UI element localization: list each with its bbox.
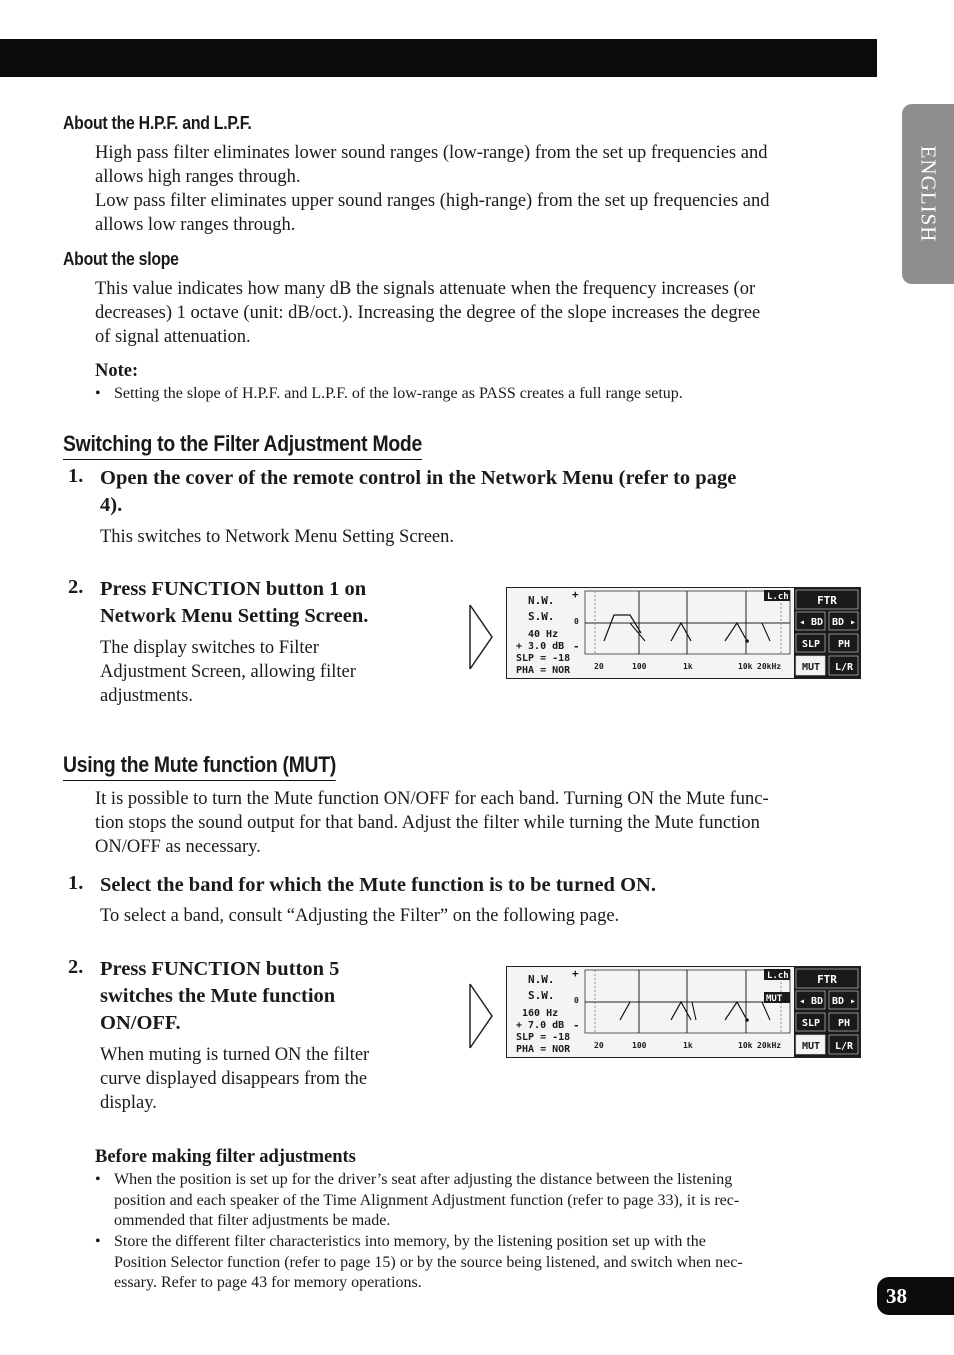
step-number: 2. (68, 576, 84, 598)
text-line: essary. Refer to page 43 for memory operations. (114, 1274, 422, 1291)
bullet-dot: • (95, 1171, 101, 1188)
text-line: Open the cover of the remote control in the Network Menu (refer to page (100, 467, 737, 489)
mute-indicator: MUT (766, 994, 783, 1004)
text-line: decreases) 1 octave (unit: dB/oct.). Increasing the degree of the slope increases the degree (95, 303, 761, 323)
minus-mark: - (573, 1019, 580, 1032)
ftr-button: FTR (817, 594, 837, 607)
text-line: position and each speaker of the Time Alignment Adjustment function (refer to page 33), it is rec- (114, 1191, 740, 1209)
plus-mark: + (572, 967, 579, 980)
hpf-lpf-heading: About the H.P.F. and L.P.F. (63, 113, 252, 133)
before-bullet (95, 1170, 855, 1232)
text-line: ON/OFF as necessary. (95, 837, 261, 857)
bullet-text (114, 1232, 743, 1294)
filter-mode-heading: Switching to the Filter Adjustment Mode (63, 431, 422, 460)
text-line: When the position is set up for the driver’s seat after adjusting the distance between the listening (114, 1171, 733, 1188)
step-number: 1. (68, 465, 84, 487)
text-line: High pass filter eliminates lower sound ranges (low-range) from the set up frequencies and (95, 143, 768, 163)
text-line: of signal attenuation. (95, 327, 251, 347)
slope-button: SLP (801, 639, 821, 650)
freq-value: 160 Hz (522, 1008, 559, 1019)
text-line: 4). (100, 494, 123, 516)
text-line: Press FUNCTION button 1 on (100, 578, 367, 600)
filter-display-1 (506, 587, 861, 679)
bullet-text (114, 1170, 739, 1232)
band-down-button: ◂ BD (798, 617, 824, 628)
axis-tick-label: 20 (594, 662, 604, 671)
ftr-button: FTR (817, 973, 837, 986)
text-line: Store the different filter characteristics into memory, by the listening position set up with the (114, 1233, 706, 1250)
axis-tick-label: 1k (683, 1041, 693, 1050)
channel-label: L.ch (767, 971, 789, 981)
text-line: tion stops the sound output for that band. Adjust the filter while turning the Mute function (95, 813, 760, 833)
text-line: adjustments. (100, 686, 194, 706)
sw-label: S.W. (528, 610, 555, 623)
sw-label: S.W. (528, 989, 555, 1002)
band-up-button: BD ▸ (831, 996, 857, 1007)
text-line: ON/OFF. (100, 1012, 181, 1034)
text-line: display. (100, 1093, 157, 1113)
filter-step2-desc (100, 636, 356, 708)
phase-value: PHA = NOR (516, 665, 571, 676)
lr-button: L/R (834, 662, 854, 673)
mute-button: MUT (801, 1041, 821, 1052)
text-line: Adjustment Screen, allowing filter (100, 662, 356, 682)
axis-tick-label: 10k (738, 662, 753, 671)
arrow-right-icon (468, 603, 494, 671)
header-bar (0, 39, 877, 77)
text-line: ommended that filter adjustments be made. (114, 1212, 391, 1229)
text-line: This value indicates how many dB the signals attenuate when the frequency increases (or (95, 279, 756, 299)
hpf-lpf-text (95, 141, 770, 237)
language-tab-label: ENGLISH (916, 145, 941, 243)
phase-button: PH (837, 1018, 851, 1029)
bullet-dot: • (95, 385, 101, 402)
text-line: Position Selector function (refer to page 15) or by the source being listened, and switch when nec- (114, 1253, 743, 1271)
text-line: Press FUNCTION button 5 (100, 958, 340, 980)
note-text: Setting the slope of H.P.F. and L.P.F. of the low-range as PASS creates a full range setup. (114, 385, 683, 402)
axis-tick-label: 20kHz (757, 662, 782, 671)
axis-tick-label: 100 (632, 662, 647, 671)
slope-text (95, 277, 760, 349)
phase-button: PH (837, 639, 851, 650)
text-line: It is possible to turn the Mute function ON/OFF for each band. Turning ON the Mute func- (95, 789, 769, 809)
minus-mark: - (573, 640, 580, 653)
band-up-button: BD ▸ (831, 617, 857, 628)
text-line: curve displayed disappears from the (100, 1069, 368, 1089)
language-tab (902, 104, 954, 284)
mute-button: MUT (801, 662, 821, 673)
slope-value: SLP = -18 (516, 1032, 571, 1043)
text-line: The display switches to Filter (100, 638, 319, 658)
note-bullet (95, 384, 855, 406)
page-number: 38 (877, 1277, 954, 1315)
axis-tick-label: 100 (632, 1041, 647, 1050)
mute-intro (95, 787, 769, 859)
mute-step1-desc: To select a band, consult “Adjusting the Filter” on the following page. (100, 906, 620, 926)
text-line: allows high ranges through. (95, 167, 301, 187)
nw-label: N.W. (528, 973, 555, 986)
zero-mark: 0 (574, 617, 579, 626)
note-heading: Note: (95, 361, 139, 381)
filter-display-2 (506, 966, 861, 1058)
plus-mark: + (572, 588, 579, 601)
text-line: Network Menu Setting Screen. (100, 605, 369, 627)
channel-label: L.ch (767, 592, 789, 602)
slope-button: SLP (801, 1018, 821, 1029)
axis-tick-label: 10k (738, 1041, 753, 1050)
mute-step2-desc (100, 1043, 369, 1115)
gain-value: + 7.0 dB (516, 1020, 565, 1031)
text-line: Low pass filter eliminates upper sound ranges (high-range) from the set up frequencies and (95, 191, 770, 211)
step-number: 2. (68, 956, 84, 978)
nw-label: N.W. (528, 594, 555, 607)
before-heading: Before making filter adjustments (95, 1147, 356, 1167)
filter-step1-desc: This switches to Network Menu Setting Screen. (100, 527, 455, 547)
text-line: When muting is turned ON the filter (100, 1045, 370, 1065)
slope-heading: About the slope (63, 249, 179, 269)
freq-value: 40 Hz (528, 629, 559, 640)
zero-mark: 0 (574, 996, 579, 1005)
step-number: 1. (68, 872, 84, 894)
phase-value: PHA = NOR (516, 1044, 571, 1055)
mute-step1-text: Select the band for which the Mute function is to be turned ON. (100, 874, 656, 896)
gain-value: + 3.0 dB (516, 641, 565, 652)
before-bullet (95, 1232, 855, 1294)
mute-heading: Using the Mute function (MUT) (63, 752, 336, 781)
axis-tick-label: 20 (594, 1041, 604, 1050)
axis-tick-label: 20kHz (757, 1041, 782, 1050)
text-line: switches the Mute function (100, 985, 336, 1007)
lr-button: L/R (834, 1041, 854, 1052)
slope-value: SLP = -18 (516, 653, 571, 664)
band-down-button: ◂ BD (798, 996, 824, 1007)
axis-tick-label: 1k (683, 662, 693, 671)
text-line: allows low ranges through. (95, 215, 296, 235)
filter-step1-text (100, 465, 736, 519)
arrow-right-icon (468, 982, 494, 1050)
mute-step2-text (100, 956, 339, 1037)
bullet-dot: • (95, 1233, 101, 1250)
filter-step2-text (100, 576, 368, 630)
